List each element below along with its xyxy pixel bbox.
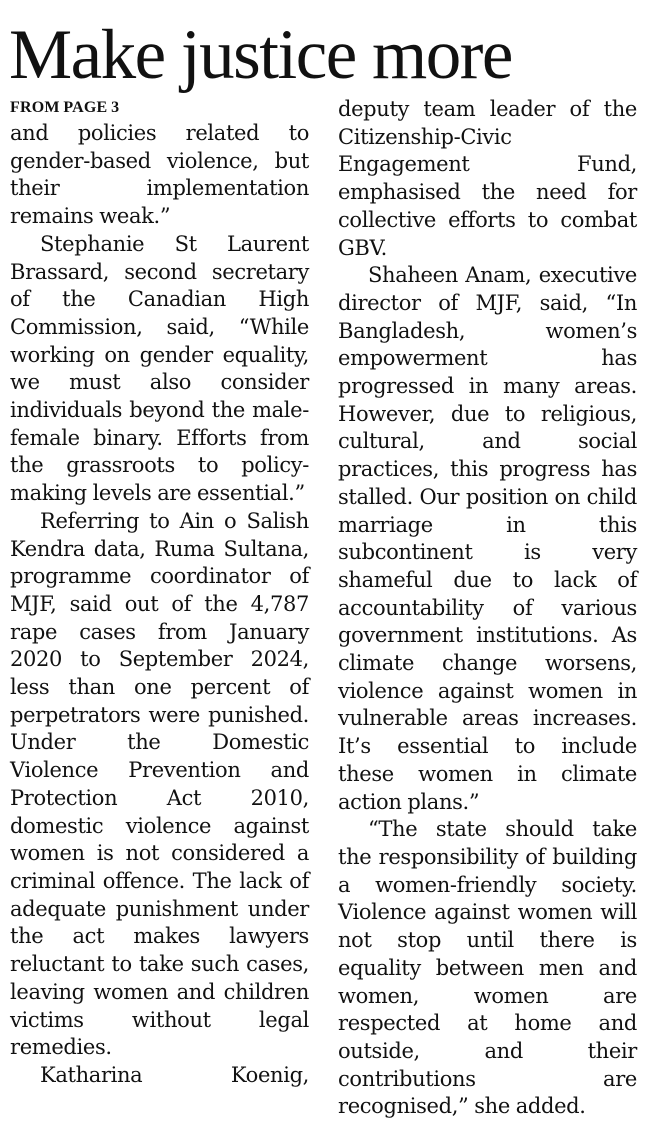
- paragraph: and policies related to gender-based violence, but their implementation remains weak.”: [10, 121, 309, 229]
- article-column-left: [10, 96, 309, 1090]
- paragraph: Shaheen Anam, executive director of MJF, said, “In Bangladesh, women’s empowerment has progressed in many areas. However, due to religious, cultural, and social practices, this progress has stalled. Our position on child marriage in this subcontinent is very shameful due to lack of accountability of various government institutions. As climate change worsens, violence against women in vulnerable areas increases. It’s essential to include these women in climate action plans.”: [338, 263, 637, 814]
- column-divider: [323, 100, 324, 1130]
- paragraph: “The state should take the responsibility of building a women-friendly society. Violence against women will not stop until there is equality between men and women, women are respected at home and outside, and their contributions are recognised,” she added.: [338, 817, 637, 1119]
- paragraph: Stephanie St Laurent Brassard, second secretary of the Canadian High Commission, said, “While working on gender equality, we must also consider individuals beyond the male-female binary. Efforts from the grassroots to policy-making levels are essential.”: [10, 231, 309, 506]
- paragraph: Katharina Koenig,: [40, 1062, 309, 1087]
- paragraph: Referring to Ain o Salish Kendra data, Ruma Sultana, programme coordinator of MJF, said out of the 4,787 rape cases from January 2020 to September 2024, less than one percent of perpetrators were punished. Under the Domestic Violence Prevention and Protection Act 2010, domestic violence against women is not considered a criminal offence. The lack of adequate punishment under the act makes lawyers reluctant to take such cases, leaving women and children victims without legal remedies.: [10, 508, 309, 1060]
- continuation-kicker: FROM PAGE 3: [10, 99, 120, 116]
- headline: Make justice more: [9, 16, 512, 94]
- paragraph: deputy team leader of the Citizenship-Civic Engagement Fund, emphasised the need for collective efforts to combat GBV.: [338, 97, 637, 260]
- article-column-right: [338, 96, 637, 1121]
